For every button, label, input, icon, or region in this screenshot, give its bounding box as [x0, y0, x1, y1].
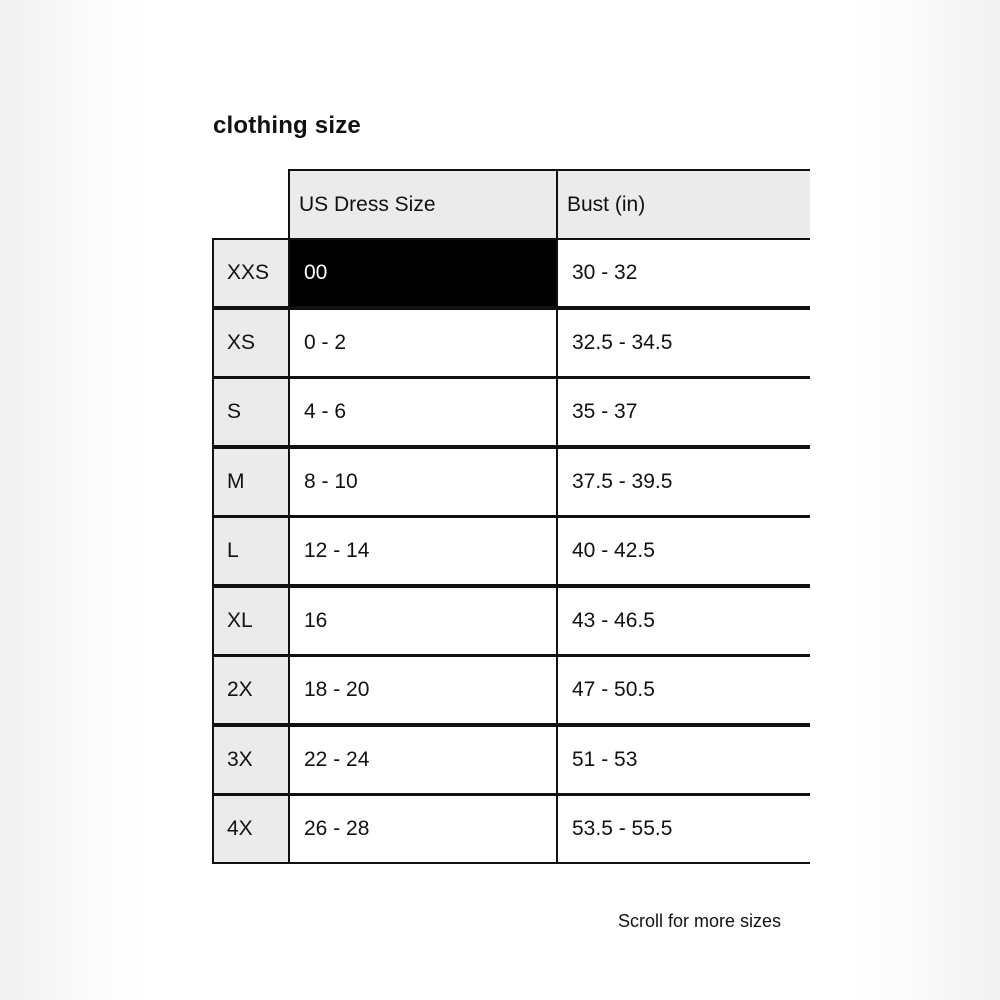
table-cell-bust[interactable]: 37.5 - 39.5 [556, 447, 810, 517]
table-cell-us-dress-size[interactable]: 26 - 28 [288, 794, 558, 864]
table-cell-us-dress-size[interactable]: 12 - 14 [288, 516, 558, 586]
row-label-size: 3X [212, 725, 290, 795]
table-cell-bust[interactable]: 43 - 46.5 [556, 586, 810, 656]
size-chart-table[interactable] [212, 169, 810, 865]
row-label-size: M [212, 447, 290, 517]
table-cell-bust[interactable]: 51 - 53 [556, 725, 810, 795]
column-header-us-dress-size: US Dress Size [288, 169, 558, 240]
table-cell-bust[interactable]: 47 - 50.5 [556, 655, 810, 725]
row-label-size: S [212, 377, 290, 447]
row-label-size: L [212, 516, 290, 586]
table-cell-bust[interactable]: 30 - 32 [556, 238, 810, 308]
table-cell-bust[interactable]: 53.5 - 55.5 [556, 794, 810, 864]
table-cell-us-dress-size[interactable]: 00 [288, 238, 558, 308]
table-cell-bust[interactable]: 32.5 - 34.5 [556, 308, 810, 378]
row-label-size: 2X [212, 655, 290, 725]
page-title: clothing size [213, 112, 361, 139]
table-cell-us-dress-size[interactable]: 0 - 2 [288, 308, 558, 378]
scroll-hint: Scroll for more sizes [618, 911, 782, 931]
table-cell-us-dress-size[interactable]: 22 - 24 [288, 725, 558, 795]
table-cell-us-dress-size[interactable]: 18 - 20 [288, 655, 558, 725]
row-label-size: XS [212, 308, 290, 378]
row-label-size: XXS [212, 238, 290, 308]
table-cell-us-dress-size[interactable]: 16 [288, 586, 558, 656]
column-header-bust: Bust (in) [556, 169, 810, 240]
table-cell-bust[interactable]: 40 - 42.5 [556, 516, 810, 586]
table-cell-bust[interactable]: 35 - 37 [556, 377, 810, 447]
row-label-size: XL [212, 586, 290, 656]
table-cell-us-dress-size[interactable]: 4 - 6 [288, 377, 558, 447]
row-label-size: 4X [212, 794, 290, 864]
table-cell-us-dress-size[interactable]: 8 - 10 [288, 447, 558, 517]
